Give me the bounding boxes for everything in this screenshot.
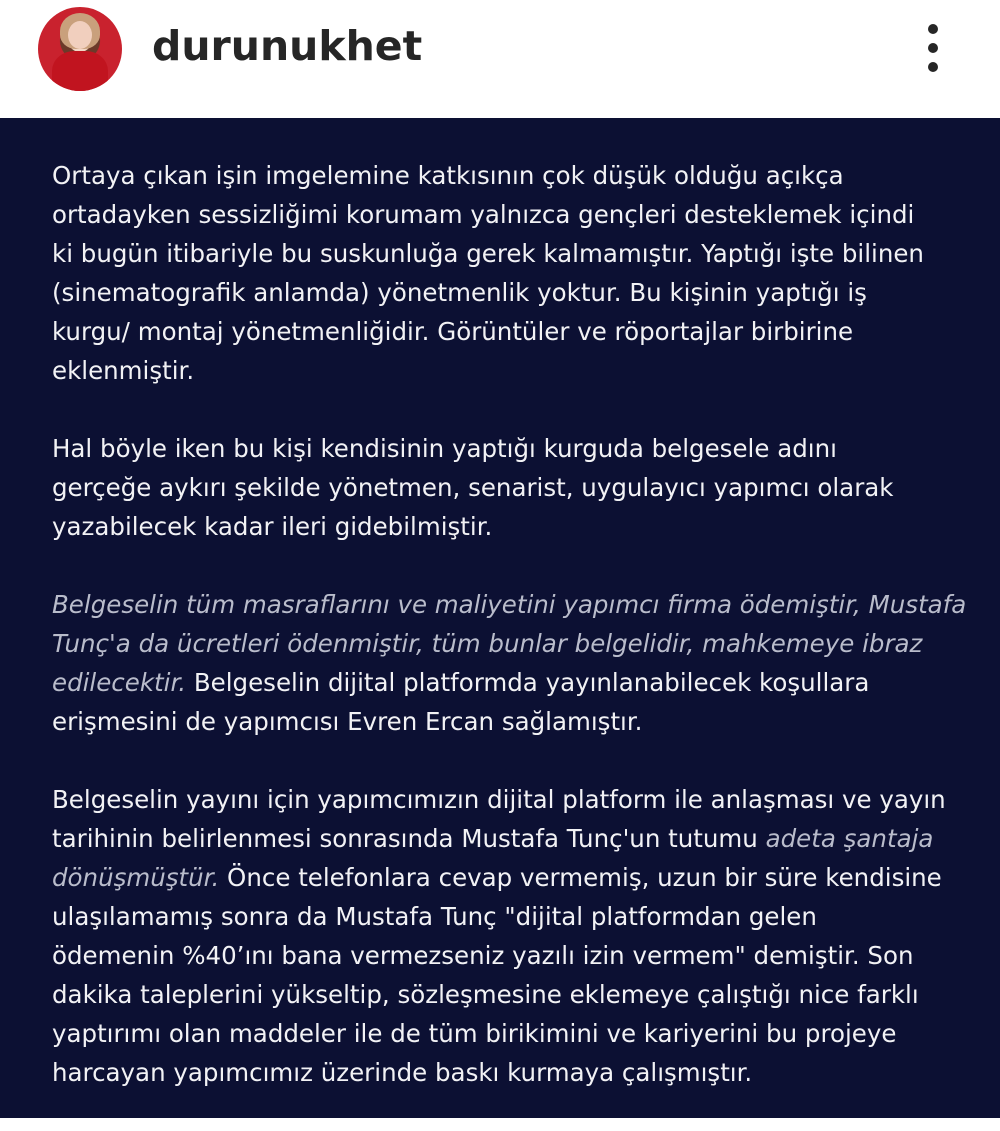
avatar-dress (52, 51, 108, 91)
text-line (52, 585, 972, 624)
more-vertical-icon (928, 24, 938, 34)
more-vertical-icon-dot (928, 62, 938, 72)
text-line: Belgeselin yayını için yapımcımızın dijital platform ile anlaşması ve yayın (52, 785, 946, 814)
text-line: eklenmiştir. (52, 356, 195, 385)
more-options-button[interactable] (915, 20, 951, 76)
paragraph-1 (52, 156, 972, 390)
text-line: ki bugün itibariyle bu suskunluğa gerek kalmamıştır. Yaptığı işte bilinen (52, 239, 924, 268)
avatar-face (68, 21, 92, 49)
more-vertical-icon-dot (928, 43, 938, 53)
text-line: gerçeğe aykırı şekilde yönetmen, senarist, uygulayıcı yapımcı olarak (52, 473, 894, 502)
avatar[interactable] (38, 7, 122, 91)
text-line: (sinematografik anlamda) yönetmenlik yoktur. Bu kişinin yaptığı iş (52, 278, 867, 307)
text-line: ortadayken sessizliğimi korumam yalnızca gençleri desteklemek içindi (52, 200, 915, 229)
italic-text: Belgeselin tüm masraflarını ve maliyetini yapımcı firma ödemiştir, Mustafa (52, 590, 967, 619)
post-header (0, 0, 1000, 118)
paragraph-3 (52, 585, 972, 741)
italic-text: adeta şantaja (765, 824, 934, 853)
post-image (0, 118, 1000, 1118)
text-line: kurgu/ montaj yönetmenliğidir. Görüntüler ve röportajlar birbirine (52, 317, 854, 346)
post-text (52, 156, 972, 1131)
text-line: Ortaya çıkan işin imgelemine katkısının çok düşük olduğu açıkça (52, 161, 844, 190)
normal-text: Önce telefonlara cevap vermemiş, uzun bir süre kendisine (219, 863, 942, 892)
text-line: yaptırımı olan maddeler ile de tüm birikimini ve kariyerini bu projeye (52, 1019, 897, 1048)
text-line: erişmesini de yapımcısı Evren Ercan sağlamıştır. (52, 707, 643, 736)
italic-text: Tunç'a da ücretleri ödenmiştir, tüm bunlar belgelidir, mahkemeye ibraz (52, 629, 923, 658)
text-line: ulaşılamamış sonra da Mustafa Tunç "dijital platformdan gelen (52, 902, 817, 931)
text-line (52, 819, 972, 858)
text-line (52, 624, 972, 663)
paragraph-2 (52, 429, 972, 546)
text-line (52, 858, 972, 897)
paragraph-4 (52, 780, 972, 1092)
text-line: harcayan yapımcımız üzerinde baskı kurmaya çalışmıştır. (52, 1058, 753, 1087)
normal-text: tarihinin belirlenmesi sonrasında Mustafa Tunç'un tutumu (52, 824, 766, 853)
text-line: ödemenin %40’ını bana vermezseniz yazılı izin vermem" demiştir. Son (52, 941, 914, 970)
normal-text: Belgeselin dijital platformda yayınlanabilecek koşullara (186, 668, 870, 697)
text-line: dakika taleplerini yükseltip, sözleşmesine eklemeye çalıştığı nice farklı (52, 980, 919, 1009)
italic-text: dönüşmüştür. (52, 863, 220, 892)
italic-text: edilecektir. (52, 668, 187, 697)
text-line: yazabilecek kadar ileri gidebilmiştir. (52, 512, 493, 541)
username[interactable]: durunukhet (152, 22, 423, 70)
text-line (52, 663, 972, 702)
text-line: Hal böyle iken bu kişi kendisinin yaptığı kurguda belgesele adını (52, 434, 837, 463)
